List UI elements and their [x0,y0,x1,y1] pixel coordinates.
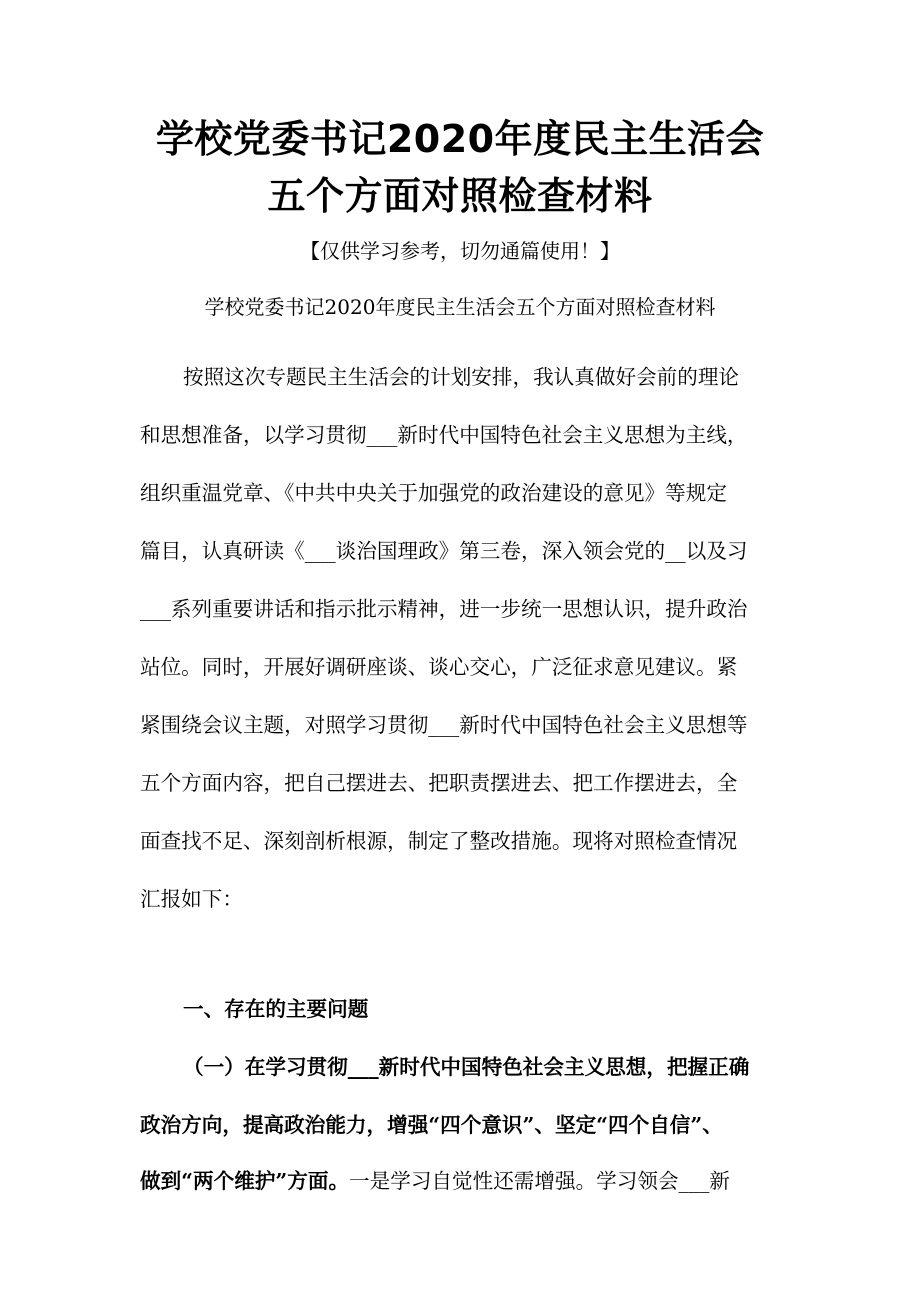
subsection-heading-line: （一）在学习贯彻___新时代中国特色社会主义思想，把握正确 [183,1055,750,1079]
intro-line: 面查找不足、深刻剖析根源，制定了整改措施。现将对照检查情况 [140,829,738,853]
subsection-body-line [140,1166,800,1196]
document-subtitle: 学校党委书记2020年度民主生活会五个方面对照检查材料 [204,295,716,319]
subsection-body-text: 一是学习自觉性还需增强。学习领会___新 [349,1169,731,1193]
document-title-line1: 学校党委书记2020年度民主生活会 [155,117,765,161]
intro-line: 站位。同时，开展好调研座谈、谈心交心，广泛征求意见建议。紧 [140,655,738,679]
intro-line: 五个方面内容，把自己摆进去、把职责摆进去、把工作摆进去，全 [140,771,738,795]
intro-line: 和思想准备，以学习贯彻___新时代中国特色社会主义思想为主线， [140,423,748,447]
intro-line: 按照这次专题民主生活会的计划安排，我认真做好会前的理论 [183,365,740,389]
subsection-heading-line: 政治方向，提高政治能力，增强“四个意识”、坚定“四个自信”、 [140,1113,723,1137]
usage-note: 【仅供学习参考，切勿通篇使用！】 [300,239,620,263]
intro-line: 紧围绕会议主题，对照学习贯彻___新时代中国特色社会主义思想等 [140,713,748,737]
intro-line: 汇报如下： [140,887,243,911]
document-title-line2: 五个方面对照检查材料 [267,174,653,218]
intro-line: 组织重温党章、《中共中央关于加强党的政治建设的意见》等规定 [140,481,727,505]
intro-line: 篇目，认真研读《___谈治国理政》第三卷，深入领会党的__以及习 [140,539,748,563]
intro-line: ___系列重要讲话和指示批示精神，进一步统一思想认识，提升政治 [140,597,748,621]
section-heading: 一、存在的主要问题 [183,997,369,1021]
subsection-heading-end: 做到“两个维护”方面。 [140,1169,350,1193]
